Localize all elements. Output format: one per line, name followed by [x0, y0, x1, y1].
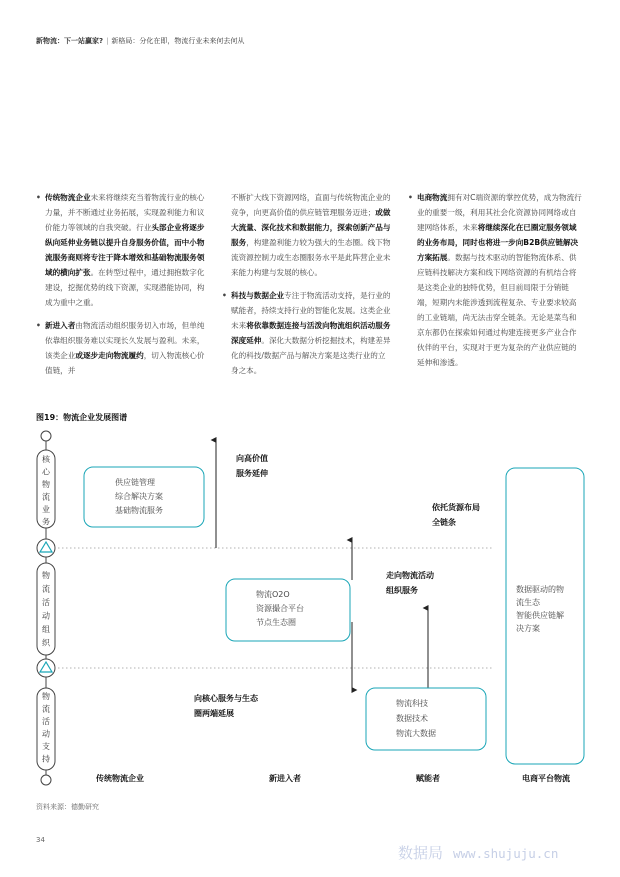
body-text: 未来将继续充当着物流行业的核心力量，并不断通过业务拓展，实现盈利能力和议价能力等领域的自我突破。行业: [45, 193, 205, 232]
category-label: 电商平台物流: [522, 774, 570, 783]
box-ecommerce-line: 流生态: [516, 598, 540, 607]
header-subtitle: 新格局：分化在即，物流行业未来何去何从: [111, 37, 245, 45]
tier-label-char: 流: [42, 584, 50, 594]
tier-label-char: 业: [42, 505, 50, 514]
bold-text: 头部企业将逐步纵向延伸业务链以提升自身服务价值，而中小物流服务商则将专注于降本增效和基础物流服务领域的横向扩张: [45, 223, 205, 277]
body-text: 由物流活动组织服务切入市场，但单纯依靠组织服务难以实现长久发展与盈利。未来，该类企业: [45, 321, 205, 360]
body-text: 。数据与技术驱动的智能物流体系、供应链科技解决方案和线下网络资源的有机结合将是这类企业的独特优势，但目前局限于分销链端，短期内未能涉透到流程复杂、专业要求较高的工业链端，尚无法击穿全链条。无论是菜鸟和京东都仍在探索如何通过构建连接更多产业合作伙伴的平台，实现对于更为复杂的产业供应链的延伸和渗透。: [417, 253, 577, 367]
tier-label-char: 务: [42, 517, 50, 527]
tier-label-char: 组: [42, 625, 50, 634]
label-org: 走向物流活动: [386, 571, 434, 580]
bold-term: 新进入者: [45, 321, 76, 330]
bullet-icon: •: [36, 193, 41, 202]
page-number: 34: [36, 836, 45, 844]
label-chain: 全链条: [432, 518, 456, 527]
box-ecommerce-line: 决方案: [516, 624, 540, 633]
label-up-value: 向高价值: [236, 454, 268, 463]
tier-label-char: 物: [42, 571, 50, 580]
box-tech-line: 物流大数据: [396, 729, 436, 738]
tier-label-char: 织: [42, 638, 50, 648]
tier-label-char: 心: [42, 467, 50, 477]
category-label: 赋能者: [416, 774, 440, 783]
bold-text: 或逐步走向物流履约: [75, 351, 144, 360]
bold-text: 将依靠数据连接与活泼向物流组织活动服务深度延伸: [231, 321, 391, 345]
box-newcomer-line: 节点生态圈: [256, 618, 296, 627]
box-newcomer-line: 资源撮合平台: [256, 604, 304, 613]
box-ecommerce-line: 数据驱动的物: [516, 585, 564, 594]
box-newcomer-line: 物流O2O: [256, 590, 290, 599]
tier-label-char: 持: [42, 754, 50, 764]
header-title: 新物流：下一站赢家?: [36, 37, 104, 45]
axis-top-circle: [41, 431, 51, 441]
body-text: 专注于物流活动支持，是行业的赋能者，持续支持行业的智能化发展。这类企业未来: [231, 291, 391, 330]
label-up-value: 服务延伸: [236, 469, 268, 478]
bullet-icon: •: [222, 291, 227, 300]
label-org: 组织服务: [386, 586, 418, 595]
tier-label-char: 流: [42, 704, 50, 714]
tier-label-char: 流: [42, 492, 50, 502]
bullet-icon: •: [408, 193, 413, 202]
body-text: 。深化大数据分析挖掘技术，构建差异化的科技/数据产品与解决方案是这类行业的立身之本。: [231, 336, 391, 375]
category-labels: [95, 773, 570, 783]
body-text: 拥有对C端资源的掌控优势，成为物流行业的重要一级，利用其社会化资源协同网络或自建网络体系，未来: [417, 193, 582, 232]
label-chain: 依托货源布局: [432, 503, 480, 512]
axis-bottom-circle: [41, 775, 51, 785]
bold-term: 电商物流: [417, 193, 448, 202]
label-core: 圈两端延展: [194, 709, 234, 718]
bullet-icon: •: [36, 321, 41, 330]
bold-term: 科技与数据企业: [231, 291, 285, 300]
bold-text: 或做大流量、深化技术和数据能力，探索创新产品与服务: [231, 208, 391, 247]
body-text: ，切入物流核心价值链，并: [45, 351, 205, 375]
bold-text: 将继续深化在已圈定服务领域的业务布局，同时也将进一步向B2B供应链解决方案拓展: [417, 223, 579, 262]
header-separator: |: [106, 37, 109, 45]
label-core: 向核心服务与生态: [194, 694, 258, 703]
figure-title: 图19：物流企业发展图谱: [36, 413, 128, 422]
box-tech-line: 物流科技: [396, 699, 428, 708]
category-label: 新进入者: [269, 774, 301, 783]
watermark-cn: 数据局: [398, 844, 444, 862]
tier-label-char: 活: [42, 598, 50, 607]
body-text: ，构建盈利能力较为强大的生态圈。线下物流资源控制力或生态圈服务水平是此阵营企业未来能力构建与发展的核心。: [231, 238, 391, 277]
tier-label-char: 动: [42, 611, 50, 621]
box-ecommerce-line: 智能供应链解: [516, 611, 564, 620]
tier-label-char: 物: [42, 692, 50, 701]
tier-label-char: 活: [42, 717, 50, 726]
tier-label-char: 支: [42, 742, 50, 751]
watermark-url: www.shujuju.cn: [453, 846, 559, 861]
body-text: 。在转型过程中，通过拥抱数字化建设，挖掘优势的线下资源，实现潜能协同，构成为重中之重。: [45, 268, 205, 307]
bold-term: 传统物流企业: [45, 193, 91, 202]
tier-label-char: 物: [42, 480, 50, 489]
box-traditional-line: 基础物流服务: [115, 506, 163, 515]
source-note: 资料来源：德勤研究: [36, 803, 99, 811]
box-traditional-line: 供应链管理: [115, 478, 155, 487]
box-traditional-line: 综合解决方案: [115, 492, 163, 501]
body-text: 不断扩大线下资源网络，直面与传统物流企业的竞争，向更高价值的供应链管理服务迈进；: [231, 193, 391, 217]
category-label: 传统物流企业: [96, 774, 144, 783]
tier-label-char: 动: [42, 729, 50, 739]
tier-label-char: 核: [42, 455, 50, 464]
box-tech-line: 数据技术: [396, 714, 428, 723]
